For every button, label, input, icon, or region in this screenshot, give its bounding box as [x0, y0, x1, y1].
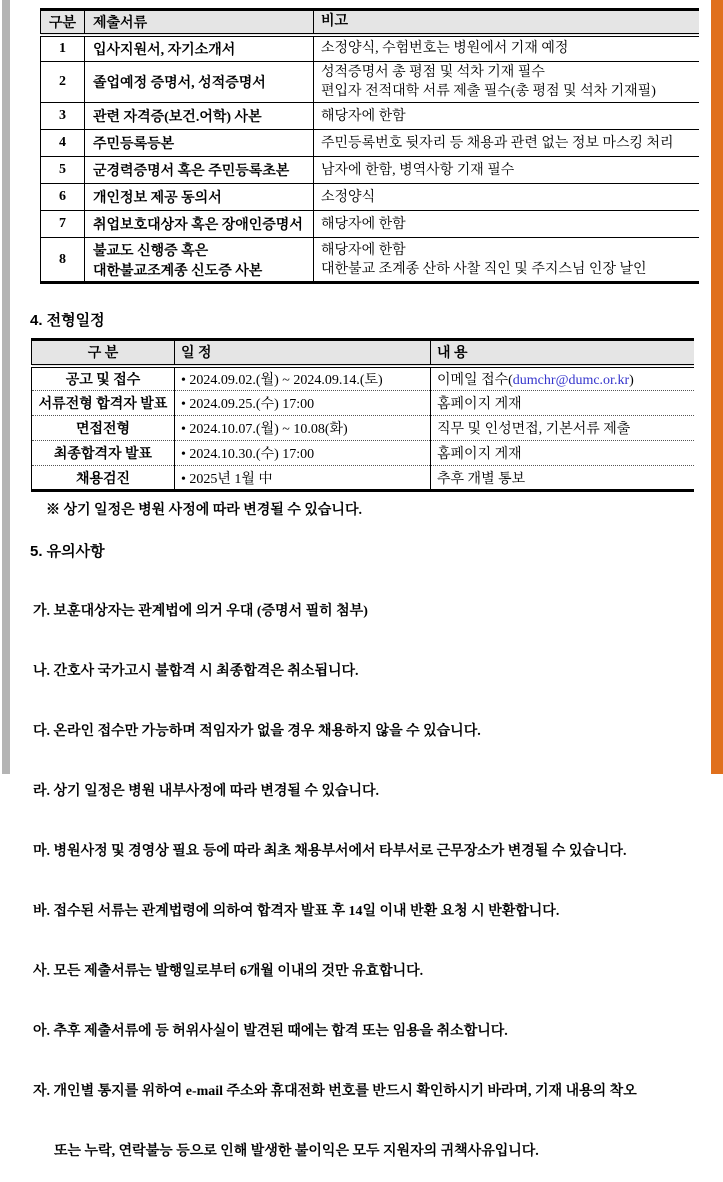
doc-row-number: 1: [41, 35, 85, 62]
table-row: [32, 366, 694, 391]
documents-header-category: 구분: [41, 10, 85, 35]
doc-row-number: 6: [41, 184, 85, 211]
schedule-header-content: 내 용: [431, 340, 694, 366]
doc-row-number: 7: [41, 211, 85, 238]
schedule-change-note: ※ 상기 일정은 병원 사정에 따라 변경될 수 있습니다.: [46, 503, 362, 518]
schedule-row-label: 채용검진: [32, 466, 175, 491]
table-row: [41, 35, 699, 62]
table-row: [41, 103, 699, 130]
doc-row-remark: 소정양식: [314, 184, 699, 211]
list-item: 마. 병원사정 및 경영상 필요 등에 따라 최초 채용부서에서 타부서로 근무장소가 변경될 수 있습니다.: [33, 844, 627, 859]
schedule-row-date: • 2024.09.02.(월) ~ 2024.09.14.(토): [175, 366, 431, 391]
list-item: 바. 접수된 서류는 관계법령에 의하여 합격자 발표 후 14일 이내 반환 요청 시 반환합니다.: [33, 904, 560, 919]
doc-row-document: 졸업예정 증명서, 성적증명서: [85, 62, 314, 103]
doc-row-remark-line2: 대한불교 조계종 산하 사찰 직인 및 주지스님 인장 날인: [321, 261, 647, 277]
list-item: 라. 상기 일정은 병원 내부사정에 따라 변경될 수 있습니다.: [33, 784, 380, 799]
table-row: [41, 130, 699, 157]
doc-row-document: 취업보호대상자 혹은 장애인증명서: [85, 211, 314, 238]
table-row: [41, 157, 699, 184]
doc-row-number: 5: [41, 157, 85, 184]
doc-row-document: 관련 자격증(보건.어학) 사본: [85, 103, 314, 130]
doc-row-number: 4: [41, 130, 85, 157]
schedule-header-date: 일 정: [175, 340, 431, 366]
doc-row-document: 입사지원서, 자기소개서: [85, 35, 314, 62]
schedule-row-content: [431, 366, 694, 391]
email-link[interactable]: dumchr@dumc.or.kr: [512, 372, 630, 388]
list-item: 사. 모든 제출서류는 발행일로부터 6개월 이내의 것만 유효합니다.: [33, 964, 424, 979]
documents-table: [40, 8, 699, 284]
schedule-header-category: 구 분: [32, 340, 175, 366]
doc-row-document: 개인정보 제공 동의서: [85, 184, 314, 211]
doc-row-remark-line2: 편입자 전적대학 서류 제출 필수(총 평점 및 석차 기재필): [321, 84, 656, 99]
table-row: [41, 184, 699, 211]
schedule-row-date: • 2024.10.07.(월) ~ 10.08(화): [175, 416, 431, 441]
list-item: 자. 개인별 통지를 위하여 e-mail 주소와 휴대전화 번호를 반드시 확인하시기 바라며, 기재 내용의 착오: [33, 1084, 637, 1099]
doc-row-document: 군경력증명서 혹은 주민등록초본: [85, 157, 314, 184]
schedule-row-label: 공고 및 접수: [32, 366, 175, 391]
doc-row-remark: 해당자에 한함: [314, 103, 699, 130]
table-row: [32, 416, 694, 441]
doc-row-remark: 주민등록번호 뒷자리 등 채용과 관련 없는 정보 마스킹 처리: [314, 130, 699, 157]
notes-list: [33, 562, 715, 1182]
doc-row-remark: 남자에 한함, 병역사항 기재 필수: [314, 157, 699, 184]
schedule-row-content: 직무 및 인성면접, 기본서류 제출: [431, 416, 694, 441]
section-title-notes: 5. 유의사항: [30, 543, 105, 560]
table-row: [32, 466, 694, 491]
schedule-content-text: ): [629, 372, 634, 388]
documents-table-header-row: [41, 10, 699, 35]
section-title-schedule: 4. 전형일정: [30, 312, 105, 329]
table-row: [32, 441, 694, 466]
schedule-table-header-row: [32, 340, 694, 366]
doc-row-document: 주민등록등본: [85, 130, 314, 157]
schedule-row-date: • 2024.09.25.(수) 17:00: [175, 391, 431, 416]
schedule-row-label: 서류전형 합격자 발표: [32, 391, 175, 416]
schedule-row-content: 홈페이지 게재: [431, 441, 694, 466]
table-row: [32, 391, 694, 416]
page-left-gray-strip: [2, 0, 10, 774]
documents-header-document: 제출서류: [85, 10, 314, 35]
doc-row-number: 8: [41, 238, 85, 283]
schedule-row-date: • 2025년 1월 中: [175, 466, 431, 491]
doc-row-remark: 해당자에 한함: [314, 211, 699, 238]
table-row: [41, 238, 699, 283]
doc-row-number: 2: [41, 62, 85, 103]
schedule-content-text: 이메일 접수(: [437, 372, 513, 388]
documents-header-remark: 비고: [314, 10, 699, 35]
doc-row-remark: [314, 238, 699, 283]
list-item: 나. 간호사 국가고시 불합격 시 최종합격은 취소됩니다.: [33, 664, 359, 679]
doc-row-remark: 소정양식, 수험번호는 병원에서 기재 예정: [321, 41, 569, 57]
doc-row-remark-line1: 성적증명서 총 평점 및 석차 기재 필수: [321, 65, 545, 80]
doc-row-document: [85, 238, 314, 283]
schedule-table: [31, 338, 694, 492]
schedule-row-date: • 2024.10.30.(수) 17:00: [175, 441, 431, 466]
table-row: [41, 211, 699, 238]
schedule-row-content: 추후 개별 통보: [431, 466, 694, 491]
doc-row-remark-line1: 해당자에 한함: [321, 242, 406, 258]
doc-row-document-line2: 대한불교조계종 신도증 사본: [93, 263, 263, 279]
table-row: [41, 62, 699, 103]
list-item: 가. 보훈대상자는 관계법에 의거 우대 (증명서 필히 첨부): [33, 604, 368, 619]
doc-row-number: 3: [41, 103, 85, 130]
list-item: 아. 추후 제출서류에 등 허위사실이 발견된 때에는 합격 또는 임용을 취소합니다.: [33, 1024, 508, 1039]
list-item-continuation: 또는 누락, 연락불능 등으로 인해 발생한 불이익은 모두 지원자의 귀책사유입니다.: [33, 1144, 539, 1159]
doc-row-remark: [314, 62, 699, 103]
schedule-row-content: 홈페이지 게재: [431, 391, 694, 416]
schedule-row-label: 최종합격자 발표: [32, 441, 175, 466]
schedule-row-label: 면접전형: [32, 416, 175, 441]
list-item: 다. 온라인 접수만 가능하며 적임자가 없을 경우 채용하지 않을 수 있습니다.: [33, 724, 481, 739]
doc-row-document-line1: 불교도 신행증 혹은: [93, 243, 209, 259]
